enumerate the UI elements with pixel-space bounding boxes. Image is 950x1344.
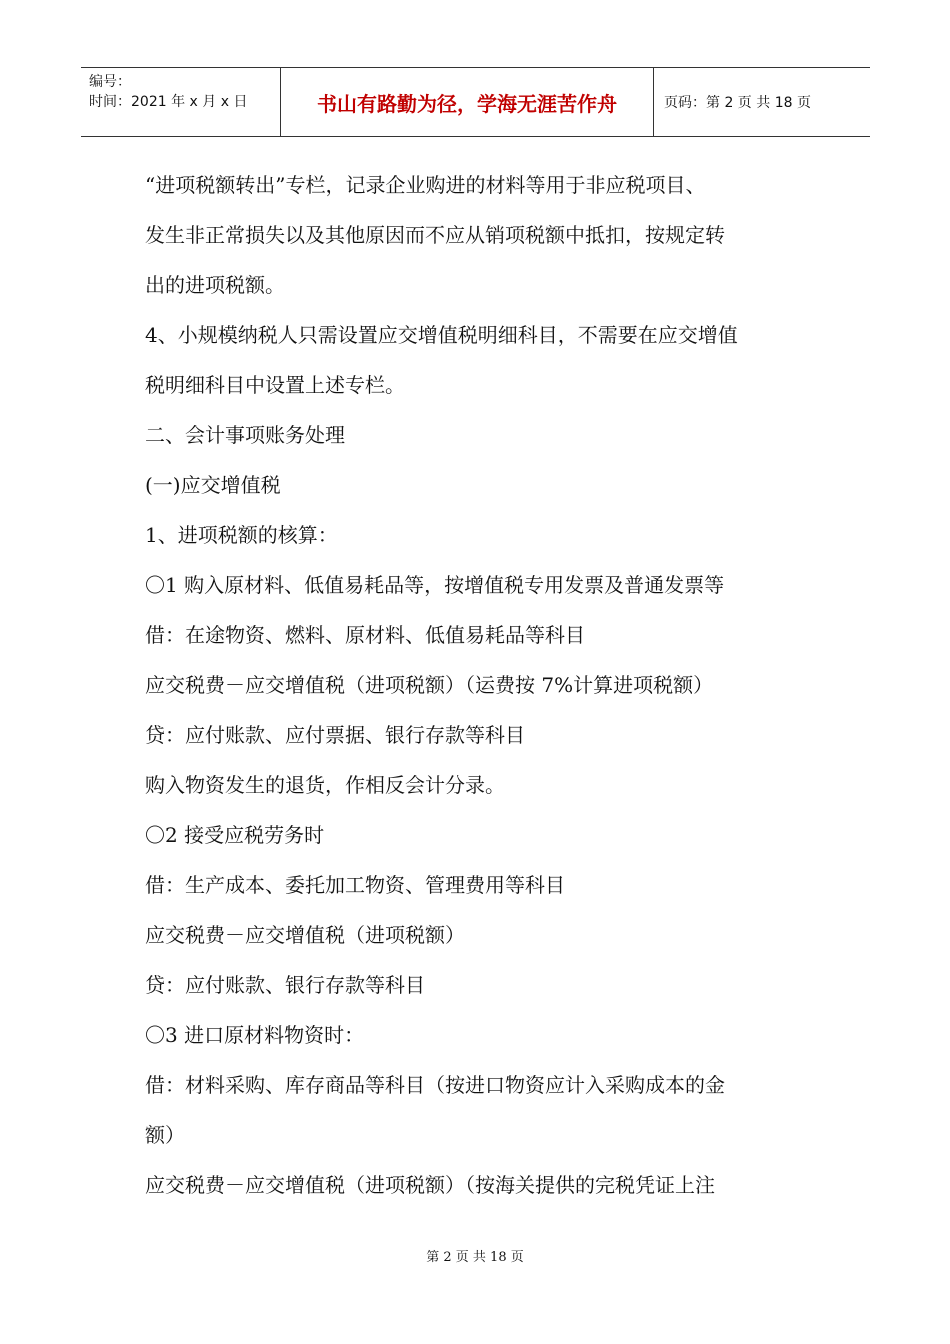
subsection-heading: (一)应交增值税: [145, 473, 281, 497]
text-line: “进项税额转出”专栏，记录企业购进的材料等用于非应税项目、: [145, 173, 706, 197]
document-body: [145, 160, 810, 1210]
page-footer: 第 2 页 共 18 页: [426, 1250, 524, 1265]
document-time-label: 时间：2021 年 x 月 x 日: [89, 94, 248, 110]
text-line: 税明细科目中设置上述专栏。: [145, 373, 405, 397]
text-line: 应交税费－应交增值税（进项税额）（运费按 7%计算进项税额）: [145, 673, 714, 697]
text-line: 应交税费－应交增值税（进项税额）: [145, 923, 465, 947]
text-line: 额）: [145, 1123, 185, 1147]
text-line: 贷：应付账款、应付票据、银行存款等科目: [145, 723, 525, 747]
text-line: 贷：应付账款、银行存款等科目: [145, 973, 425, 997]
text-line: 借：材料采购、库存商品等科目（按进口物资应计入采购成本的金: [145, 1073, 725, 1097]
page-header: [81, 67, 870, 137]
text-line: 〇3 进口原材料物资时：: [145, 1023, 365, 1047]
text-line: 借：生产成本、委托加工物资、管理费用等科目: [145, 873, 565, 897]
text-line: 应交税费－应交增值税（进项税额）（按海关提供的完税凭证上注: [145, 1173, 715, 1197]
text-line: 4、小规模纳税人只需设置应交增值税明细科目，不需要在应交增值: [145, 323, 738, 347]
section-heading: 二、会计事项账务处理: [145, 423, 345, 447]
document-number-label: 编号：: [89, 74, 131, 90]
text-line: 借：在途物资、燃料、原材料、低值易耗品等科目: [145, 623, 585, 647]
text-line: 发生非正常损失以及其他原因而不应从销项税额中抵扣，按规定转: [145, 223, 725, 247]
text-line: 〇1 购入原材料、低值易耗品等，按增值税专用发票及普通发票等: [145, 573, 725, 597]
text-line: 出的进项税额。: [145, 273, 285, 297]
text-line: 1、进项税额的核算：: [145, 523, 338, 547]
text-line: 购入物资发生的退货，作相反会计分录。: [145, 773, 505, 797]
text-line: 〇2 接受应税劳务时: [145, 823, 325, 847]
header-slogan: 书山有路勤为径，学海无涯苦作舟: [281, 68, 654, 136]
header-page-info: 页码：第 2 页 共 18 页: [664, 95, 811, 111]
header-meta: [81, 68, 281, 136]
